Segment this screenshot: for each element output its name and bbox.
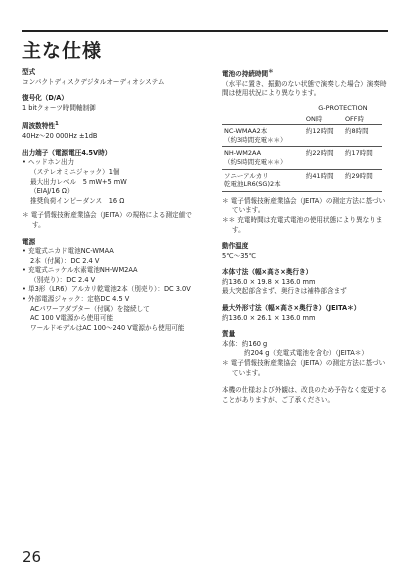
dims-heading: 本体寸法（幅×高さ×奥行き） <box>222 268 313 277</box>
temp-heading: 動作温度 <box>222 242 249 251</box>
output-heading: 出力端子（電源電圧4.5V時） <box>22 148 112 157</box>
power-heading: 電源 <box>22 237 36 246</box>
output-line: （EIAJ/16 Ω） <box>30 187 74 196</box>
output-line: 推奨負荷インピーダンス 16 Ω <box>30 196 125 205</box>
demod-heading: 復号化（D/A） <box>22 94 68 103</box>
battery-heading: 電池の持続時間＊ <box>222 69 274 79</box>
page-number: 26 <box>22 548 42 566</box>
demod-text: 1 bitクォーツ時間軸制御 <box>22 103 96 112</box>
power-item-3: • 単3形（LR6）アルカリ乾電池2本（別売り）：DC 3.0V <box>22 285 191 294</box>
mass-line: 約204 g（充電式電池を含む）（JEITA＊） <box>244 349 368 358</box>
table-row: ソニーアルカリ 乾電池LR6(SG)2本 約41時間 約29時間 <box>222 169 382 191</box>
power-item-4-detail: AC 100 V電源から使用可能 <box>30 314 114 323</box>
power-item-4: • 外部電源ジャック：定格DC 4.5 V <box>22 295 130 304</box>
table-header: G-PROTECTION <box>318 103 368 112</box>
power-item-4-detail: ワールドモデルはAC 100〜240 V電源から使用可能 <box>30 323 185 332</box>
left-column <box>22 68 204 333</box>
table-sub-on: ON時 <box>305 114 323 123</box>
max-dims-heading: 最大外形寸法（幅×高さ×奥行き）（JEITA＊） <box>222 304 361 313</box>
freq-text: 40Hz〜20 000Hz ±1dB <box>22 132 98 141</box>
mass-note: ＊ 電子情報技術産業協会（JEITA）の測定方法に基づいています。 <box>222 359 386 377</box>
dims-text: 約136.0 × 19.8 × 136.0 mm <box>222 277 316 286</box>
footer-note: 本機の仕様および外観は、改良のため予告なく変更することがありますが、ご了承ください。 <box>222 386 387 404</box>
max-dims-text: 約136.0 × 26.1 × 136.0 mm <box>222 313 316 322</box>
battery-table <box>222 103 382 192</box>
battery-desc: （水平に置き、振動のない状態で演奏した場合）演奏時間は使用状況により異なります。 <box>222 79 387 98</box>
power-item-1-detail: 2本（付属）：DC 2.4 V <box>30 256 100 265</box>
output-note: ＊ 電子情報技術産業協会（JEITA）の規格による測定値です。 <box>22 211 192 229</box>
table-sub-off: OFF時 <box>344 114 365 123</box>
temp-text: 5℃〜35℃ <box>222 251 256 260</box>
table-row: NC-WMAA2本 （約3時間充電＊＊） 約12時間 約8時間 <box>222 125 382 147</box>
dims-note: 最大突起部含まず、奥行きは補枠部含まず <box>222 287 347 296</box>
freq-heading: 周波数特性$^1$ <box>22 121 59 131</box>
top-rule <box>22 30 388 32</box>
battery-note: ＊＊ 充電時間は充電式電池の使用状態により異なります。 <box>222 215 383 234</box>
type-text: コンパクトディスクデジタルオーディオシステム <box>22 77 165 86</box>
output-line: 最大出力レベル 5 mW+5 mW <box>30 177 127 186</box>
battery-note: ＊ 電子情報技術産業協会（JEITA）の測定方法に基づいています。 <box>222 196 386 215</box>
output-line: （ステレオミニジャック）1個 <box>30 167 120 176</box>
type-heading: 型式 <box>22 68 36 76</box>
output-bullet: • ヘッドホン出力 <box>22 158 75 167</box>
page-title: 主な仕様 <box>22 40 103 62</box>
power-item-2: • 充電式ニッケル水素電池NH-WM2AA <box>22 266 138 275</box>
power-item-2-detail: （別売り）：DC 2.4 V <box>30 275 96 284</box>
right-column <box>222 68 390 405</box>
table-row: NH-WM2AA （約5時間充電＊＊） 約22時間 約17時間 <box>222 147 382 169</box>
power-item-4-detail: ACパワーアダプター（付属）を接続して <box>30 304 150 313</box>
mass-line: 本体：約160 g <box>222 339 268 348</box>
mass-heading: 質量 <box>222 330 236 339</box>
power-item-1: • 充電式ニカド電池NC-WMAA <box>22 247 114 256</box>
